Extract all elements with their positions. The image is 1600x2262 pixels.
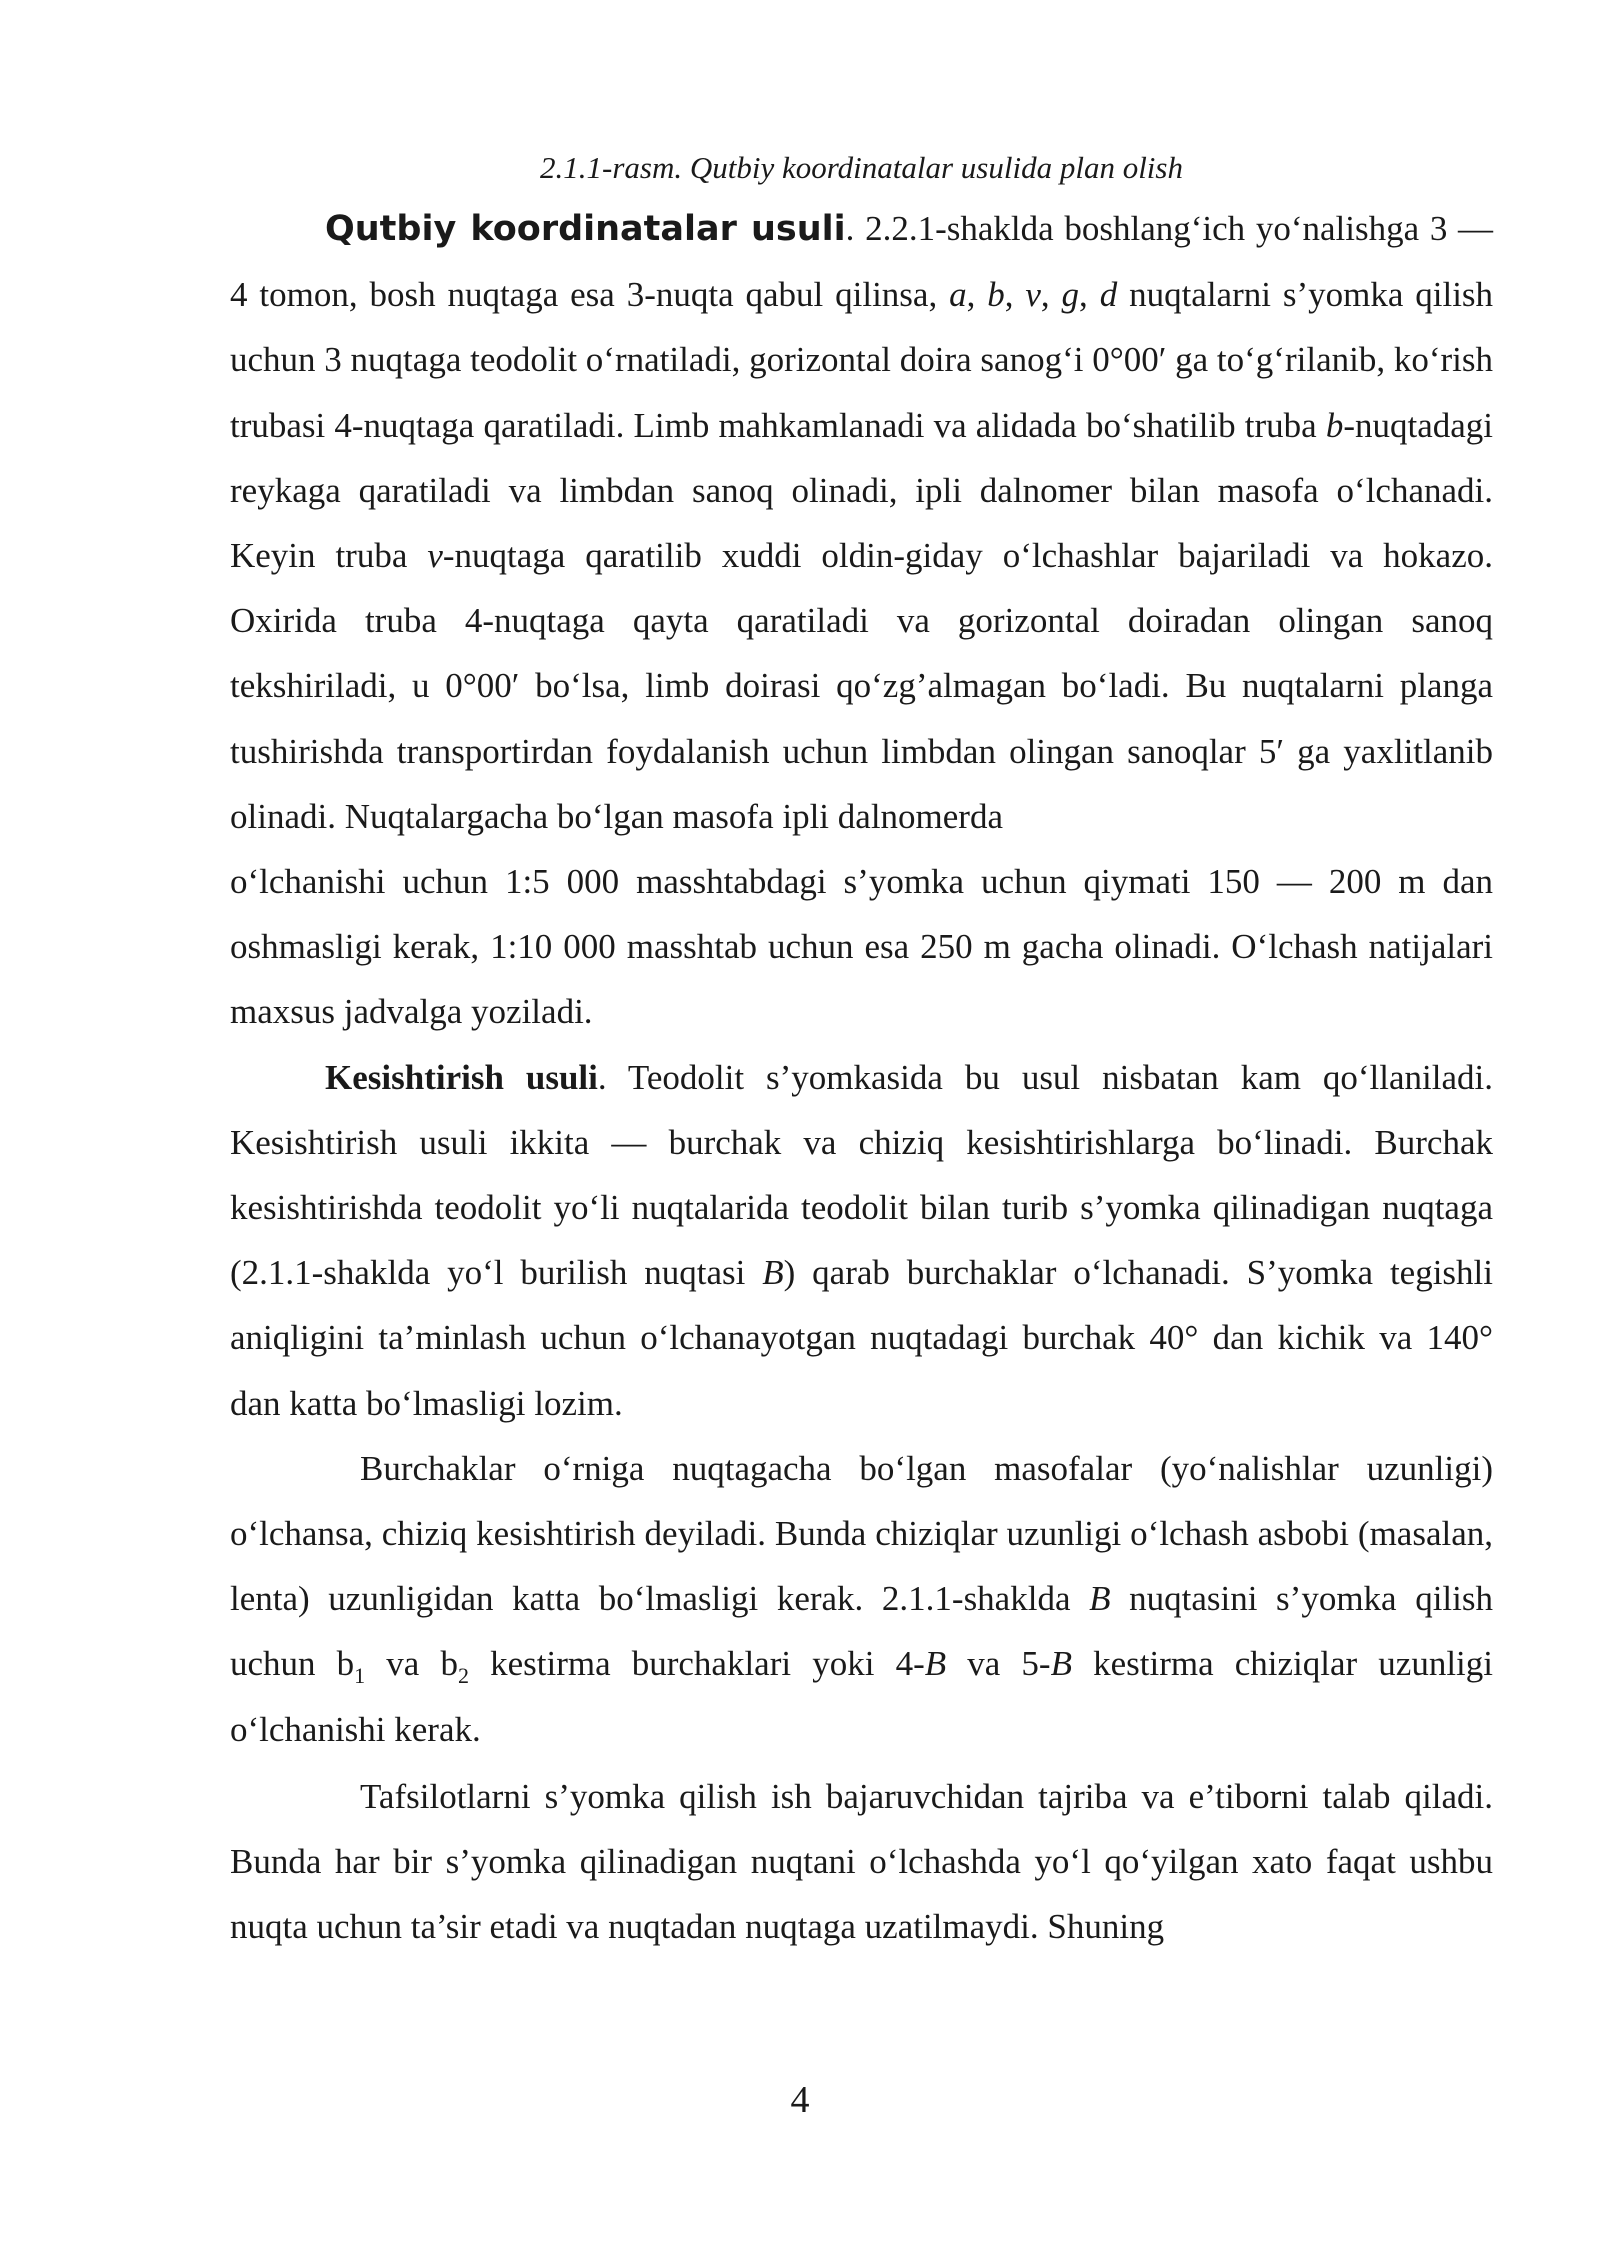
paragraph-intersection-method [230,1045,1493,1436]
text-run: , [1040,275,1062,315]
text-run: . 2.2.1-shaklda boshlang‘ich yo‘nalishga 3 — 4 tomon, bosh nuqtaga esa 3-nuqta qabul qilinsa, [230,209,1494,315]
italic-letter: b [987,275,1005,315]
text-run: kestirma chiziqlar uzunligi o‘lchanishi kerak. [230,1644,1493,1749]
text-run: . Teodolit s’yomkasida bu usul nisbatan kam qo‘llaniladi. Kesishtirish usuli ikkita — burchak va chiziq kesishtirishlarga bo‘linadi. Burchak kesishtirishda teodolit yo‘li nuqtalarida teodolit bilan turib s’yomka qilinadigan nuqtaga (2.1.1-shaklda yo‘l burilish nuqtasi [230,1057,1493,1293]
italic-letter: a [949,275,967,315]
heading-polar-coordinates-method: Qutbiy koordinatalar usuli [325,209,846,249]
italic-letter: B [1089,1579,1111,1619]
page-number: 4 [790,2079,810,2121]
text-run: , [966,275,988,315]
text-run: nuqtasini s’yomka qilish uchun b [230,1579,1493,1684]
italic-letter: B [924,1644,947,1684]
text-run: va 5- [946,1644,1051,1684]
figure-caption: 2.1.1-rasm. Qutbiy koordinatalar usulida plan olish [540,150,1183,185]
text-run: -nuqtadagi reykaga qaratiladi va limbdan sanoq olinadi, ipli dalnomer bilan masofa o‘lchanadi. Keyin truba [230,405,1493,576]
text-run: nuqtalarni s’yomka qilish uchun 3 nuqtaga teodolit o‘rnatiladi, gorizontal doira sanog‘i 0°00′ ga to‘g‘rilanib, ko‘rish trubasi 4-nuqtaga qaratiladi. Limb mahkamlanadi va alidada bo‘shatilib truba [230,275,1494,445]
text-run: Burchaklar o‘rniga nuqtagacha bo‘lgan masofalar (yo‘nalishlar uzunligi) o‘lchansa, chiziq kesishtirish deyiladi. Bunda chiziqlar uzunligi o‘lchash asbobi (masalan, lenta) uzunligidan katta bo‘lmasligi kerak. 2.1.1-shaklda [230,1448,1493,1619]
paragraph-distance-measurement: o‘lchanishi uchun 1:5 000 masshtabdagi s’yomka uchun qiymati 150 — 200 m dan oshmasligi kerak, 1:10 000 masshtab uchun esa 250 m gacha olinadi. O‘lchash natijalari maxsus jadvalga yoziladi. [230,862,1493,1032]
italic-letter: b [1325,405,1344,445]
text-run: ) qarab burchaklar o‘lchanadi. S’yomka tegishli aniqligini ta’minlash uchun o‘lchanayotgan nuqtadagi burchak 40° dan kichik va 140° dan katta bo‘lmasligi lozim. [230,1253,1493,1423]
text-run: kestirma burchaklari yoki 4- [468,1644,925,1684]
italic-letter: g [1061,275,1080,315]
text-run: va b [365,1644,458,1684]
italic-letter: B [762,1253,784,1293]
text-run: , [1079,275,1100,315]
italic-letter: v [1025,275,1041,315]
subscript: 1 [354,1663,366,1689]
text-run: , [1004,275,1026,315]
text-run: -nuqtaga qaratilib xuddi oldin-giday o‘lchashlar bajariladi va hokazo. Oxirida truba 4-nuqtaga qayta qaratiladi va gorizontal doiradan olingan sanoq tekshiriladi, u 0°00′ bo‘lsa, limb doirasi qo‘zg’almagan bo‘ladi. Bu nuqtalarni planga tushirishda transportirdan foydalanish uchun limbdan olingan sanoqlar 5′ ga yaxlitlanib olinadi. Nuqtalargacha bo‘lgan masofa ipli dalnomerda [230,536,1493,836]
heading-intersection-method: Kesishtirish usuli [325,1057,598,1097]
italic-letter: B [1050,1644,1072,1684]
italic-letter: d [1099,275,1118,315]
italic-letter: v [427,536,443,576]
document-page [230,148,1493,1959]
paragraph-detail-survey: Tafsilotlarni s’yomka qilish ish bajaruvchidan tajriba va e’tiborni talab qiladi. Bunda har bir s’yomka qilinadigan nuqtani o‘lchashda yo‘l qo‘yilgan xato faqat ushbu nuqta uchun ta’sir etadi va nuqtadan nuqtaga uzatilmaydi. Shuning [230,1776,1493,1947]
subscript: 2 [457,1663,469,1689]
paragraph-line-intersection [230,1436,1493,1762]
paragraph-polar-coordinates [230,196,1493,849]
